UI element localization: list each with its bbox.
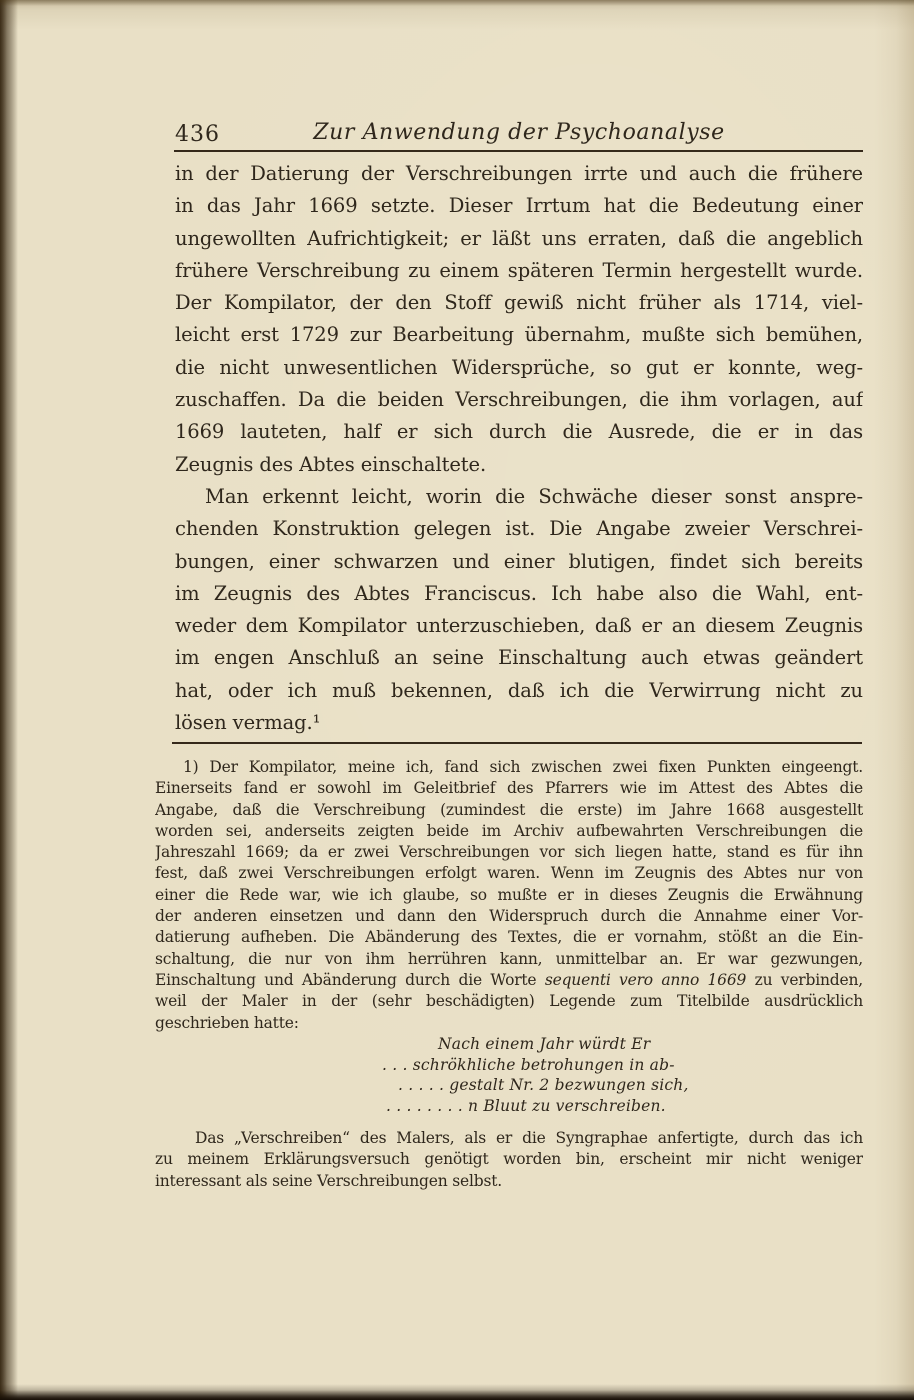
text-line: . . . . . gestalt Nr. 2 bezwungen sich, [398,1076,689,1095]
text-line: interessant als seine Verschreibungen selbst. [155,1171,502,1190]
text-line: Der Kompilator, der den Stoff gewiß nicht früher als 1714, viel- [175,291,863,315]
text-line: worden sei, anderseits zeigten beide im Archiv aufbewahrten Verschreibungen die [155,821,863,840]
page-number: 436 [175,122,220,147]
text-line: im engen Anschluß an seine Einschaltung auch etwas geändert [175,646,863,670]
text-line: hat, oder ich muß bekennen, daß ich die Verwirrung nicht zu [175,678,863,702]
text-line: der anderen einsetzen und dann den Widerspruch durch die Annahme einer Vor- [155,907,863,926]
text-line: Nach einem Jahr würdt Er [438,1035,651,1053]
text-line: schaltung, die nur von ihm herrühren kann, unmittelbar an. Er war gezwungen, [155,949,863,968]
text-line: einer die Rede war, wie ich glaube, so mußte er in dieses Zeugnis die Erwähnung [155,885,863,904]
text-line: leicht erst 1729 zur Bearbeitung übernahm, mußte sich bemühen, [175,323,863,347]
page-bottom-edge-shadow [0,1390,914,1400]
text-line: in der Datierung der Verschreibungen irrte und auch die frühere [175,162,863,185]
text-line: chenden Konstruktion gelegen ist. Die Angabe zweier Verschrei- [175,517,863,541]
text-line: datierung aufheben. Die Abänderung des Textes, die er vornahm, stößt an die Ein- [155,928,863,947]
page-top-edge-shadow [0,0,914,6]
text-line: ungewollten Aufrichtigkeit; er läßt uns erraten, daß die angeblich [175,226,863,250]
page-left-edge-shadow [0,0,18,1400]
text-line: im Zeugnis des Abtes Franciscus. Ich habe also die Wahl, ent- [175,581,863,605]
text-line: Einerseits fand er sowohl im Geleitbrief des Pfarrers wie im Attest des Abtes die [155,779,863,798]
text-line: zu meinem Erklärungsversuch genötigt worden bin, erscheint mir nicht weniger [155,1150,863,1169]
text-line: Man erkennt leicht, worin die Schwäche dieser sonst anspre- [205,484,863,508]
text-line: die nicht unwesentlichen Widersprüche, so gut er konnte, weg- [175,355,863,379]
text-line: fest, daß zwei Verschreibungen erfolgt waren. Wenn im Zeugnis des Abtes nur von [155,864,863,883]
text-line: 1669 lauteten, half er sich durch die Ausrede, die er in das [175,420,863,444]
text-line: bungen, einer schwarzen und einer blutigen, findet sich bereits [175,549,863,573]
footnote-block [155,757,863,1034]
text-line: geschrieben hatte: [155,1013,299,1032]
text-line: Angabe, daß die Verschreibung (zumindest die erste) im Jahre 1668 ausgestellt [155,800,863,819]
text-line: zuschaffen. Da die beiden Verschreibungen, die ihm vorlagen, auf [175,388,863,412]
footnote-divider-rule [172,742,862,744]
text-line: weil der Maler in der (sehr beschädigten) Legende zum Titelbilde ausdrücklich [155,992,863,1011]
text-line: weder dem Kompilator unterzuschieben, daß er an diesem Zeugnis [175,614,863,638]
footnote-closing-paragraph [155,1128,863,1192]
text-line: in das Jahr 1669 setzte. Dieser Irrtum hat die Bedeutung einer [175,194,863,218]
text-line: frühere Verschreibung zu einem späteren Termin hergestellt wurde. [175,258,863,282]
running-title: Zur Anwendung der Psychoanalyse [313,120,725,145]
text-line: Das „Verschreiben“ des Malers, als er die Syngraphae anfertigte, durch das ich [195,1129,863,1147]
text-line: lösen vermag.¹ [175,711,321,735]
text-line: 1) Der Kompilator, meine ich, fand sich zwischen zwei fixen Punkten eingeengt. [183,758,863,776]
text-line: Einschaltung und Abänderung durch die Worte sequenti vero anno 1669 zu verbinden, [155,970,863,989]
text-line: . . . . . . . . n Bluut zu verschreiben. [386,1096,666,1115]
text-line: . . . schrökhliche betrohungen in ab- [382,1055,675,1074]
main-text-block [175,158,863,739]
text-line: Jahreszahl 1669; da er zwei Verschreibungen vor sich liegen hatte, stand es für ihn [155,843,863,862]
italic-phrase: sequenti vero anno 1669 [544,970,747,989]
header-rule [174,150,863,152]
footnote-verse-quotation [382,1034,689,1116]
text-line: Zeugnis des Abtes einschaltete. [175,452,487,476]
